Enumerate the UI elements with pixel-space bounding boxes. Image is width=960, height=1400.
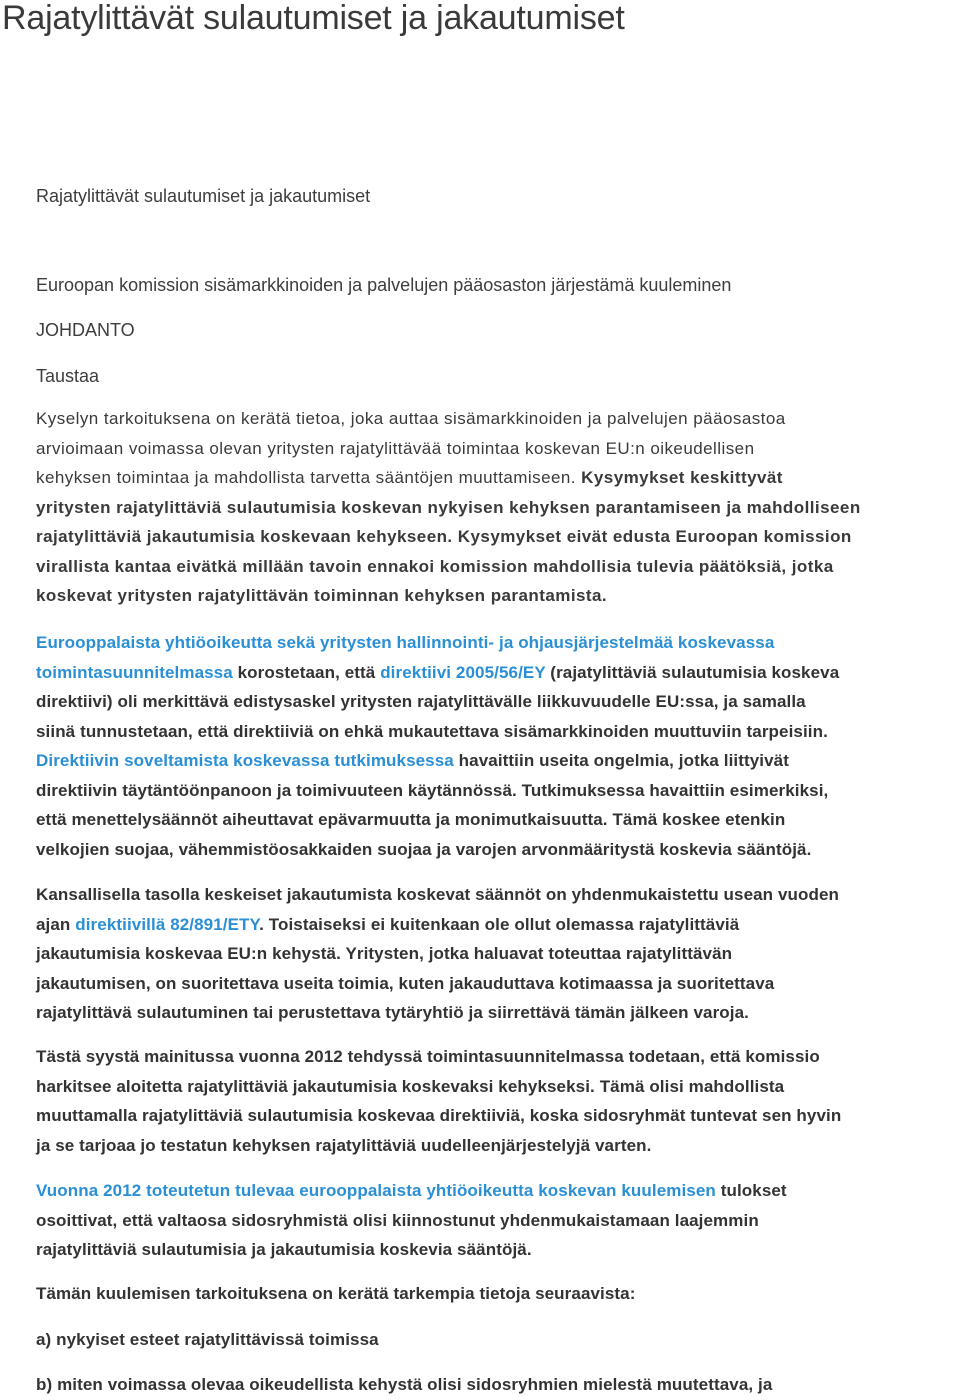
text-line: velkojien suojaa, vähemmistöosakkaiden suojaa ja varojen arvonmääritystä koskevia sääntöjä. [36, 839, 812, 859]
page-title: Rajatylittävät sulautumiset ja jakautumiset [2, 0, 625, 37]
text-line: muuttamalla rajatylittäviä sulautumisia koskevaa direktiiviä, koska sidosryhmät tuntevat sen hyvin [36, 1106, 842, 1125]
text-line: rajatylittäviä sulautumisia ja jakautumisia koskevia sääntöjä. [36, 1240, 532, 1259]
directive-study-link[interactable]: Direktiivin soveltamista koskevassa tutkimuksessa [36, 751, 454, 770]
text-span: kehyksen toimintaa ja mahdollista tarvetta sääntöjen muuttamiseen. [36, 468, 576, 487]
paragraph-national-level [36, 880, 839, 1028]
text-line: arvioimaan voimassa olevan yritysten rajatylittävää toimintaa koskevan EU:n oikeudellisen [36, 438, 755, 458]
text-span: (rajatylittäviä sulautumisia koskeva [545, 662, 840, 682]
text-line: osoittivat, että valtaosa sidosryhmistä olisi kiinnostunut yhdenmukaistamaan laajemmin [36, 1210, 759, 1230]
text-line: siinä tunnustetaan, että direktiiviä on ehkä mukautettava sisämarkkinoiden muuttuviin tarpeisiin. [36, 721, 828, 741]
consultation-organizer: Euroopan komission sisämarkkinoiden ja palvelujen pääosaston järjestämä kuuleminen [36, 275, 732, 295]
text-line [36, 746, 839, 776]
action-plan-link[interactable]: Eurooppalaista yhtiöoikeutta sekä yritysten hallinnointi- ja ohjausjärjestelmää koskevassa [36, 633, 775, 652]
paragraph-initiative [36, 1042, 841, 1160]
document-subtitle: Rajatylittävät sulautumiset ja jakautumiset [36, 186, 371, 206]
text-line [36, 628, 839, 658]
text-line: Kyselyn tarkoituksena on kerätä tietoa, joka auttaa sisämarkkinoiden ja palvelujen pääosastoa [36, 409, 786, 428]
list-item-a: a) nykyiset esteet rajatylittävissä toimissa [36, 1330, 379, 1349]
text-line: yritysten rajatylittäviä sulautumisia koskevan nykyisen kehyksen parantamiseen ja mahdolliseen [36, 497, 861, 517]
section-heading: JOHDANTO [36, 320, 135, 340]
text-span: Kysymykset keskittyvät [575, 468, 783, 487]
text-span: rajatylittäviä jakautumisia koskevaan kehykseen. [36, 527, 453, 546]
text-line: harkitsee aloitetta rajatylittäviä jakautumisia koskevaksi kehykseksi. Tämä olisi mahdollista [36, 1076, 785, 1096]
text-span: tulokset [715, 1181, 787, 1200]
text-span: korostetaan, että [232, 662, 381, 682]
directive-82-891-link[interactable]: direktiivillä 82/891/ETY [75, 914, 260, 934]
subsection-heading: Taustaa [36, 366, 100, 386]
text-line: Kansallisella tasolla keskeiset jakautumista koskevat säännöt on yhdenmukaistettu usean vuoden [36, 885, 840, 904]
text-line: että menettelysäännöt aiheuttavat epävarmuutta ja monimutkaisuutta. Tämä koskee etenkin [36, 810, 786, 829]
text-span: ajan [36, 914, 76, 934]
text-line: virallista kantaa eivätkä millään tavoin ennakoi komission mahdollisia tulevia päätöksiä, jotka [36, 556, 834, 576]
text-line [36, 463, 861, 493]
paragraph-background [36, 404, 861, 611]
text-line: jakautumisen, on suoritettava useita toimia, kuten jakauduttava kotimaassa ja suoritettava [36, 973, 775, 993]
text-line [36, 658, 839, 688]
directive-2005-56-link[interactable]: direktiivi 2005/56/EY [380, 662, 546, 682]
text-line: Tästä syystä mainitussa vuonna 2012 tehdyssä toimintasuunnitelmassa todetaan, että komissio [36, 1047, 820, 1066]
paragraph-action-plan [36, 628, 839, 864]
text-line: koskevat yritysten rajatylittävän toiminnan kehyksen parantamista. [36, 586, 608, 605]
action-plan-link-continued[interactable]: toimintasuunnitelmassa [36, 662, 233, 682]
consultation-2012-link[interactable]: Vuonna 2012 toteutetun tulevaa eurooppalaista yhtiöoikeutta koskevan kuulemisen [36, 1181, 716, 1200]
text-line: jakautumisia koskevaa EU:n kehystä. Yritysten, jotka haluavat toteuttaa rajatylittävän [36, 944, 733, 963]
text-span: . Toistaiseksi ei kuitenkaan ole ollut olemassa rajatylittäviä [259, 914, 740, 934]
paragraph-consultation-results [36, 1176, 787, 1265]
text-span: Kysymykset eivät edusta Euroopan komission [452, 527, 852, 546]
text-line [36, 910, 839, 940]
paragraph-purpose: Tämän kuulemisen tarkoituksena on kerätä tarkempia tietoja seuraavista: [36, 1284, 636, 1303]
text-line: direktiivin täytäntöönpanoon ja toimivuuteen käytännössä. Tutkimuksessa havaittiin esimerkiksi, [36, 780, 829, 800]
text-line [36, 522, 861, 552]
text-span: havaittiin useita ongelmia, jotka liittyivät [453, 751, 789, 770]
text-line: ja se tarjoaa jo testatun kehyksen rajatylittäviä uudelleenjärjestelyjä varten. [36, 1135, 652, 1155]
text-line: direktiivi) oli merkittävä edistysaskel yritysten rajatylittävälle liikkuvuudelle EU:ssa, ja samalla [36, 692, 806, 711]
text-line: rajatylittävä sulautuminen tai perustettava tytäryhtiö ja siirrettävä tämän jälkeen varoja. [36, 1003, 749, 1022]
text-line [36, 1176, 787, 1206]
list-item-b: b) miten voimassa olevaa oikeudellista kehystä olisi sidosryhmien mielestä muutettava, ja [36, 1375, 773, 1394]
